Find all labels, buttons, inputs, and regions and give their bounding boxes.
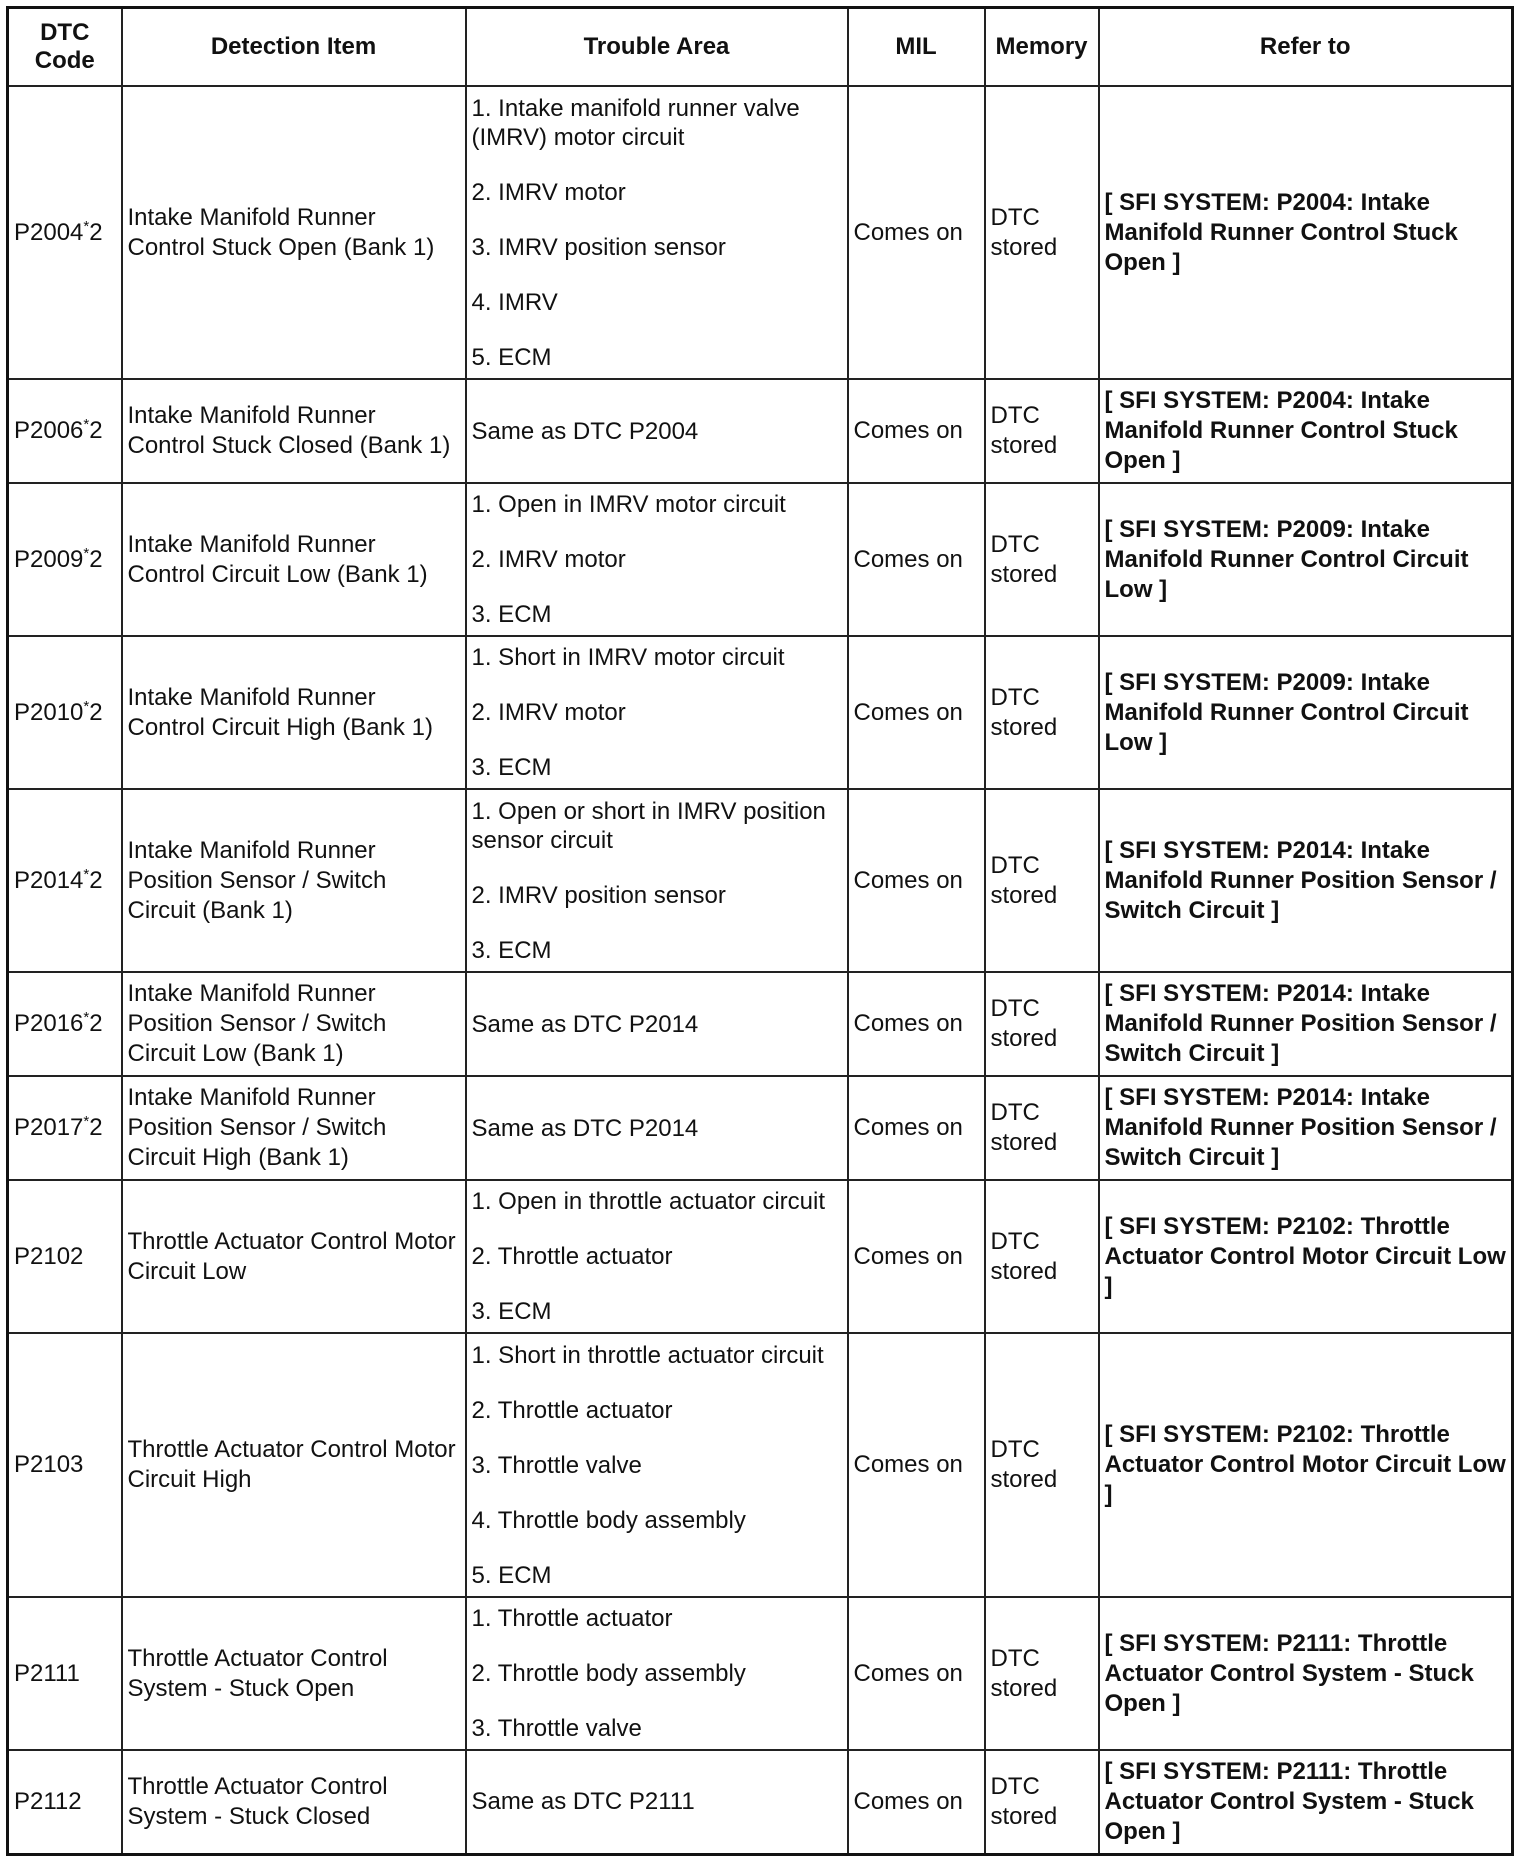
mil-status: Comes on [848,1333,985,1597]
dtc-code-cell [8,86,122,379]
memory-status: DTC stored [985,789,1099,972]
refer-to-link[interactable]: [ SFI SYSTEM: P2014: Intake Manifold Runner Position Sensor / Switch Circuit ] [1099,972,1513,1076]
trouble-area-item: 3. IMRV position sensor [471,233,726,261]
footnote-number: 2 [89,417,103,444]
memory-status: DTC stored [985,972,1099,1076]
trouble-area-cell [466,1180,848,1333]
dtc-table [6,6,1514,1856]
mil-status: Comes on [848,1750,985,1854]
refer-to-link[interactable]: [ SFI SYSTEM: P2014: Intake Manifold Runner Position Sensor / Switch Circuit ] [1099,1076,1513,1180]
trouble-area-cell [466,379,848,483]
table-row [8,1750,1513,1854]
trouble-area-item: 4. Throttle body assembly [471,1506,746,1534]
trouble-area-item: Same as DTC P2004 [471,417,699,445]
footnote-mark: * [83,1113,90,1130]
mil-status: Comes on [848,636,985,789]
memory-status: DTC stored [985,379,1099,483]
trouble-area-item: 3. ECM [471,754,552,781]
table-row [8,789,1513,972]
trouble-area-item: 2. Throttle actuator [471,1243,673,1270]
trouble-area-cell [466,789,848,972]
mil-status: Comes on [848,972,985,1076]
trouble-area-item: 2. IMRV motor [471,546,626,573]
mil-status: Comes on [848,1597,985,1750]
trouble-area-cell [466,483,848,636]
detection-item: Throttle Actuator Control Motor Circuit High [122,1333,466,1597]
footnote-mark: * [83,865,90,883]
table-row [8,1597,1513,1750]
refer-to-link[interactable]: [ SFI SYSTEM: P2009: Intake Manifold Runner Control Circuit Low ] [1099,483,1513,636]
refer-to-link[interactable]: [ SFI SYSTEM: P2111: Throttle Actuator Control System - Stuck Open ] [1099,1597,1513,1750]
detection-item: Intake Manifold Runner Control Stuck Closed (Bank 1) [122,379,466,483]
dtc-code: P2014 [14,866,84,894]
table-row [8,1076,1513,1180]
trouble-area-item: 1. Open in IMRV motor circuit [471,491,786,518]
refer-to-link[interactable]: [ SFI SYSTEM: P2004: Intake Manifold Runner Control Stuck Open ] [1099,86,1513,379]
dtc-code-cell [8,1180,122,1333]
table-row [8,636,1513,789]
dtc-code-cell [8,636,122,789]
detection-item: Throttle Actuator Control System - Stuck Closed [122,1750,466,1854]
trouble-area-item: 2. IMRV position sensor [471,881,726,909]
dtc-code-cell [8,1076,122,1180]
refer-to-link[interactable]: [ SFI SYSTEM: P2111: Throttle Actuator Control System - Stuck Open ] [1099,1750,1513,1854]
trouble-area-item: 5. ECM [471,1561,552,1589]
mil-status: Comes on [848,483,985,636]
trouble-area-item: 2. Throttle actuator [471,1396,673,1424]
dtc-code: P2004 [14,218,84,246]
footnote-number: 2 [89,218,103,246]
footnote-mark: * [83,1009,90,1026]
dtc-code-cell [8,972,122,1076]
trouble-area-item: 1. Short in throttle actuator circuit [471,1341,824,1369]
trouble-area-item: 5. ECM [471,343,552,371]
mil-status: Comes on [848,86,985,379]
trouble-area-item: 3. Throttle valve [471,1715,642,1742]
detection-item: Throttle Actuator Control Motor Circuit Low [122,1180,466,1333]
refer-to-link[interactable]: [ SFI SYSTEM: P2009: Intake Manifold Runner Control Circuit Low ] [1099,636,1513,789]
dtc-code: P2103 [14,1451,84,1478]
memory-status: DTC stored [985,1750,1099,1854]
header-refer-to: Refer to [1099,8,1513,87]
footnote-mark: * [83,217,90,235]
trouble-area-item: Same as DTC P2111 [471,1788,695,1816]
dtc-code-cell [8,1597,122,1750]
header-row [8,8,1513,87]
trouble-area-cell [466,86,848,379]
dtc-code: P2006 [14,417,84,444]
refer-to-link[interactable]: [ SFI SYSTEM: P2014: Intake Manifold Runner Position Sensor / Switch Circuit ] [1099,789,1513,972]
mil-status: Comes on [848,1076,985,1180]
trouble-area-cell [466,1750,848,1854]
trouble-area-item: 1. Open in throttle actuator circuit [471,1188,826,1215]
dtc-code-cell [8,379,122,483]
trouble-area-item: 1. Open or short in IMRV position sensor circuit [471,797,826,854]
trouble-area-item: 3. ECM [471,1298,552,1325]
refer-to-link[interactable]: [ SFI SYSTEM: P2004: Intake Manifold Runner Control Stuck Open ] [1099,379,1513,483]
memory-status: DTC stored [985,1597,1099,1750]
footnote-number: 2 [89,866,103,894]
refer-to-link[interactable]: [ SFI SYSTEM: P2102: Throttle Actuator Control Motor Circuit Low ] [1099,1333,1513,1597]
dtc-code: P2009 [14,545,84,573]
table-row [8,379,1513,483]
table-row [8,86,1513,379]
header-dtc-code: DTC Code [8,8,122,87]
dtc-code: P2102 [14,1242,84,1270]
footnote-mark: * [83,544,90,562]
dtc-code: P2111 [14,1659,80,1687]
header-mil: MIL [848,8,985,87]
trouble-area-item: 2. Throttle body assembly [471,1660,746,1687]
detection-item: Intake Manifold Runner Control Circuit High (Bank 1) [122,636,466,789]
mil-status: Comes on [848,789,985,972]
header-memory: Memory [985,8,1099,87]
trouble-area-cell [466,1076,848,1180]
trouble-area-item: 1. Short in IMRV motor circuit [471,644,785,671]
table-row [8,483,1513,636]
footnote-number: 2 [89,1010,103,1037]
detection-item: Intake Manifold Runner Position Sensor / Switch Circuit (Bank 1) [122,789,466,972]
trouble-area-cell [466,1597,848,1750]
dtc-code: P2017 [14,1114,84,1141]
trouble-area-item: 3. Throttle valve [471,1451,642,1479]
mil-status: Comes on [848,379,985,483]
trouble-area-cell [466,636,848,789]
memory-status: DTC stored [985,483,1099,636]
dtc-code-cell [8,1333,122,1597]
footnote-number: 2 [89,698,103,726]
refer-to-link[interactable]: [ SFI SYSTEM: P2102: Throttle Actuator Control Motor Circuit Low ] [1099,1180,1513,1333]
memory-status: DTC stored [985,636,1099,789]
dtc-code-cell [8,789,122,972]
detection-item: Intake Manifold Runner Control Circuit Low (Bank 1) [122,483,466,636]
mil-status: Comes on [848,1180,985,1333]
header-trouble-area: Trouble Area [466,8,848,87]
footnote-number: 2 [89,1114,103,1141]
table-row [8,972,1513,1076]
header-detection-item: Detection Item [122,8,466,87]
memory-status: DTC stored [985,1333,1099,1597]
trouble-area-cell [466,972,848,1076]
trouble-area-item: 1. Intake manifold runner valve (IMRV) motor circuit [471,94,800,151]
detection-item: Intake Manifold Runner Control Stuck Open (Bank 1) [122,86,466,379]
trouble-area-item: 4. IMRV [471,288,558,316]
trouble-area-item: Same as DTC P2014 [471,1114,699,1142]
memory-status: DTC stored [985,1180,1099,1333]
dtc-code: P2112 [14,1787,82,1815]
detection-item: Intake Manifold Runner Position Sensor / Switch Circuit High (Bank 1) [122,1076,466,1180]
dtc-code: P2016 [14,1010,84,1037]
detection-item: Intake Manifold Runner Position Sensor / Switch Circuit Low (Bank 1) [122,972,466,1076]
footnote-number: 2 [89,545,103,573]
trouble-area-item: 2. IMRV motor [471,699,626,726]
detection-item: Throttle Actuator Control System - Stuck Open [122,1597,466,1750]
memory-status: DTC stored [985,1076,1099,1180]
table-row [8,1180,1513,1333]
dtc-code-cell [8,1750,122,1854]
trouble-area-item: 3. ECM [471,601,552,628]
trouble-area-item: Same as DTC P2014 [471,1010,699,1038]
trouble-area-item: 3. ECM [471,936,552,964]
footnote-mark: * [83,416,90,433]
dtc-code: P2010 [14,698,84,726]
table-row [8,1333,1513,1597]
trouble-area-item: 2. IMRV motor [471,178,626,206]
footnote-mark: * [83,697,90,715]
trouble-area-cell [466,1333,848,1597]
dtc-code-cell [8,483,122,636]
memory-status: DTC stored [985,86,1099,379]
trouble-area-item: 1. Throttle actuator [471,1605,673,1632]
